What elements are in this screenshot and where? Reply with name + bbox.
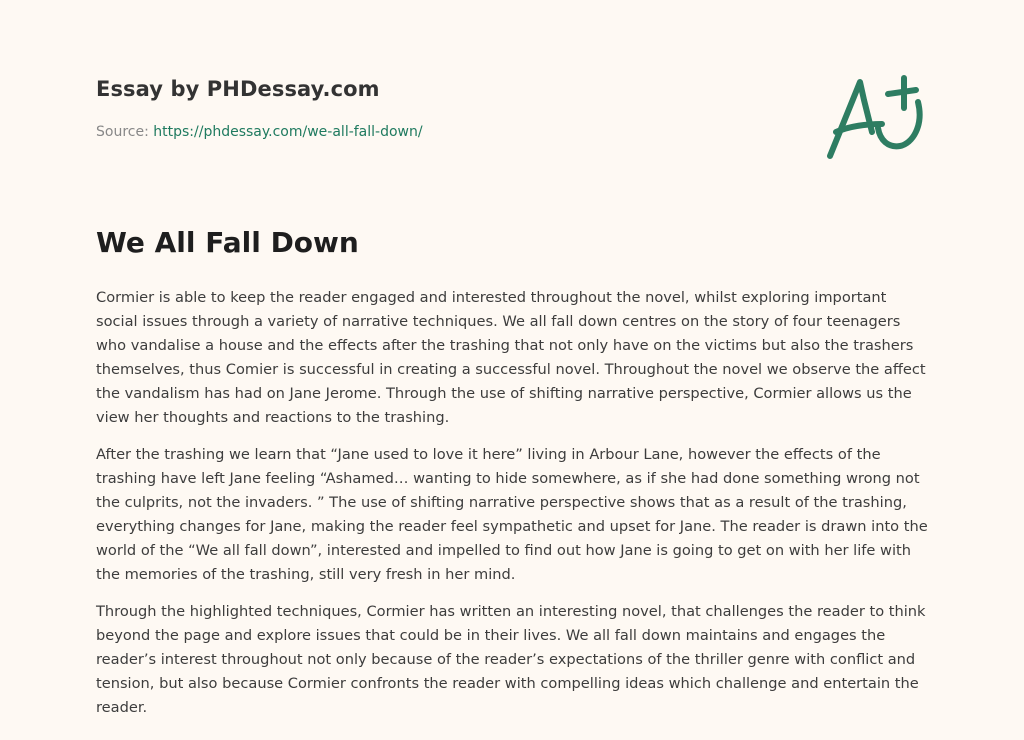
source-label: Source: <box>96 124 149 140</box>
source-link[interactable]: https://phdessay.com/we-all-fall-down/ <box>153 124 423 140</box>
essay-paragraph: Cormier is able to keep the reader engaged and interested throughout the novel, whilst exploring important social issues through a variety of narrative techniques. We all fall down centres on the story of four teenagers who vandalise a house and the effects after the trashing that not only have on the victims but also the trashers themselves, thus Comier is successful in creating a successful novel. Throughout the novel we observe the affect the vandalism has had on Jane Jerome. Through the use of shifting narrative perspective, Cormier allows us the view her thoughts and reactions to the trashing. <box>96 289 926 426</box>
a-plus-logo-icon <box>820 66 930 166</box>
essay-paragraph: Through the highlighted techniques, Cormier has written an interesting novel, that challenges the reader to think beyond the page and explore issues that could be in their lives. We all fall down maintains and engages the reader’s interest throughout not only because of the reader’s expectations of the thriller genre with conflict and tension, but also because Cormier confronts the reader with compelling ideas which challenge and entertain the reader. <box>96 603 926 716</box>
source-line <box>96 124 423 140</box>
brand-title: Essay by PHDessay.com <box>96 77 380 101</box>
essay-paragraph: After the trashing we learn that “Jane used to love it here” living in Arbour Lane, however the effects of the trashing have left Jane feeling “Ashamed… wanting to hide somewhere, as if she had done something wrong not the culprits, not the invaders. ” The use of shifting narrative perspective shows that as a result of the trashing, everything changes for Jane, making the reader feel sympathetic and upset for Jane. The reader is drawn into the world of the “We all fall down”, interested and impelled to find out how Jane is going to get on with her life with the memories of the trashing, still very fresh in her mind. <box>96 446 928 583</box>
essay-title: We All Fall Down <box>96 226 359 259</box>
essay-body <box>96 286 931 733</box>
